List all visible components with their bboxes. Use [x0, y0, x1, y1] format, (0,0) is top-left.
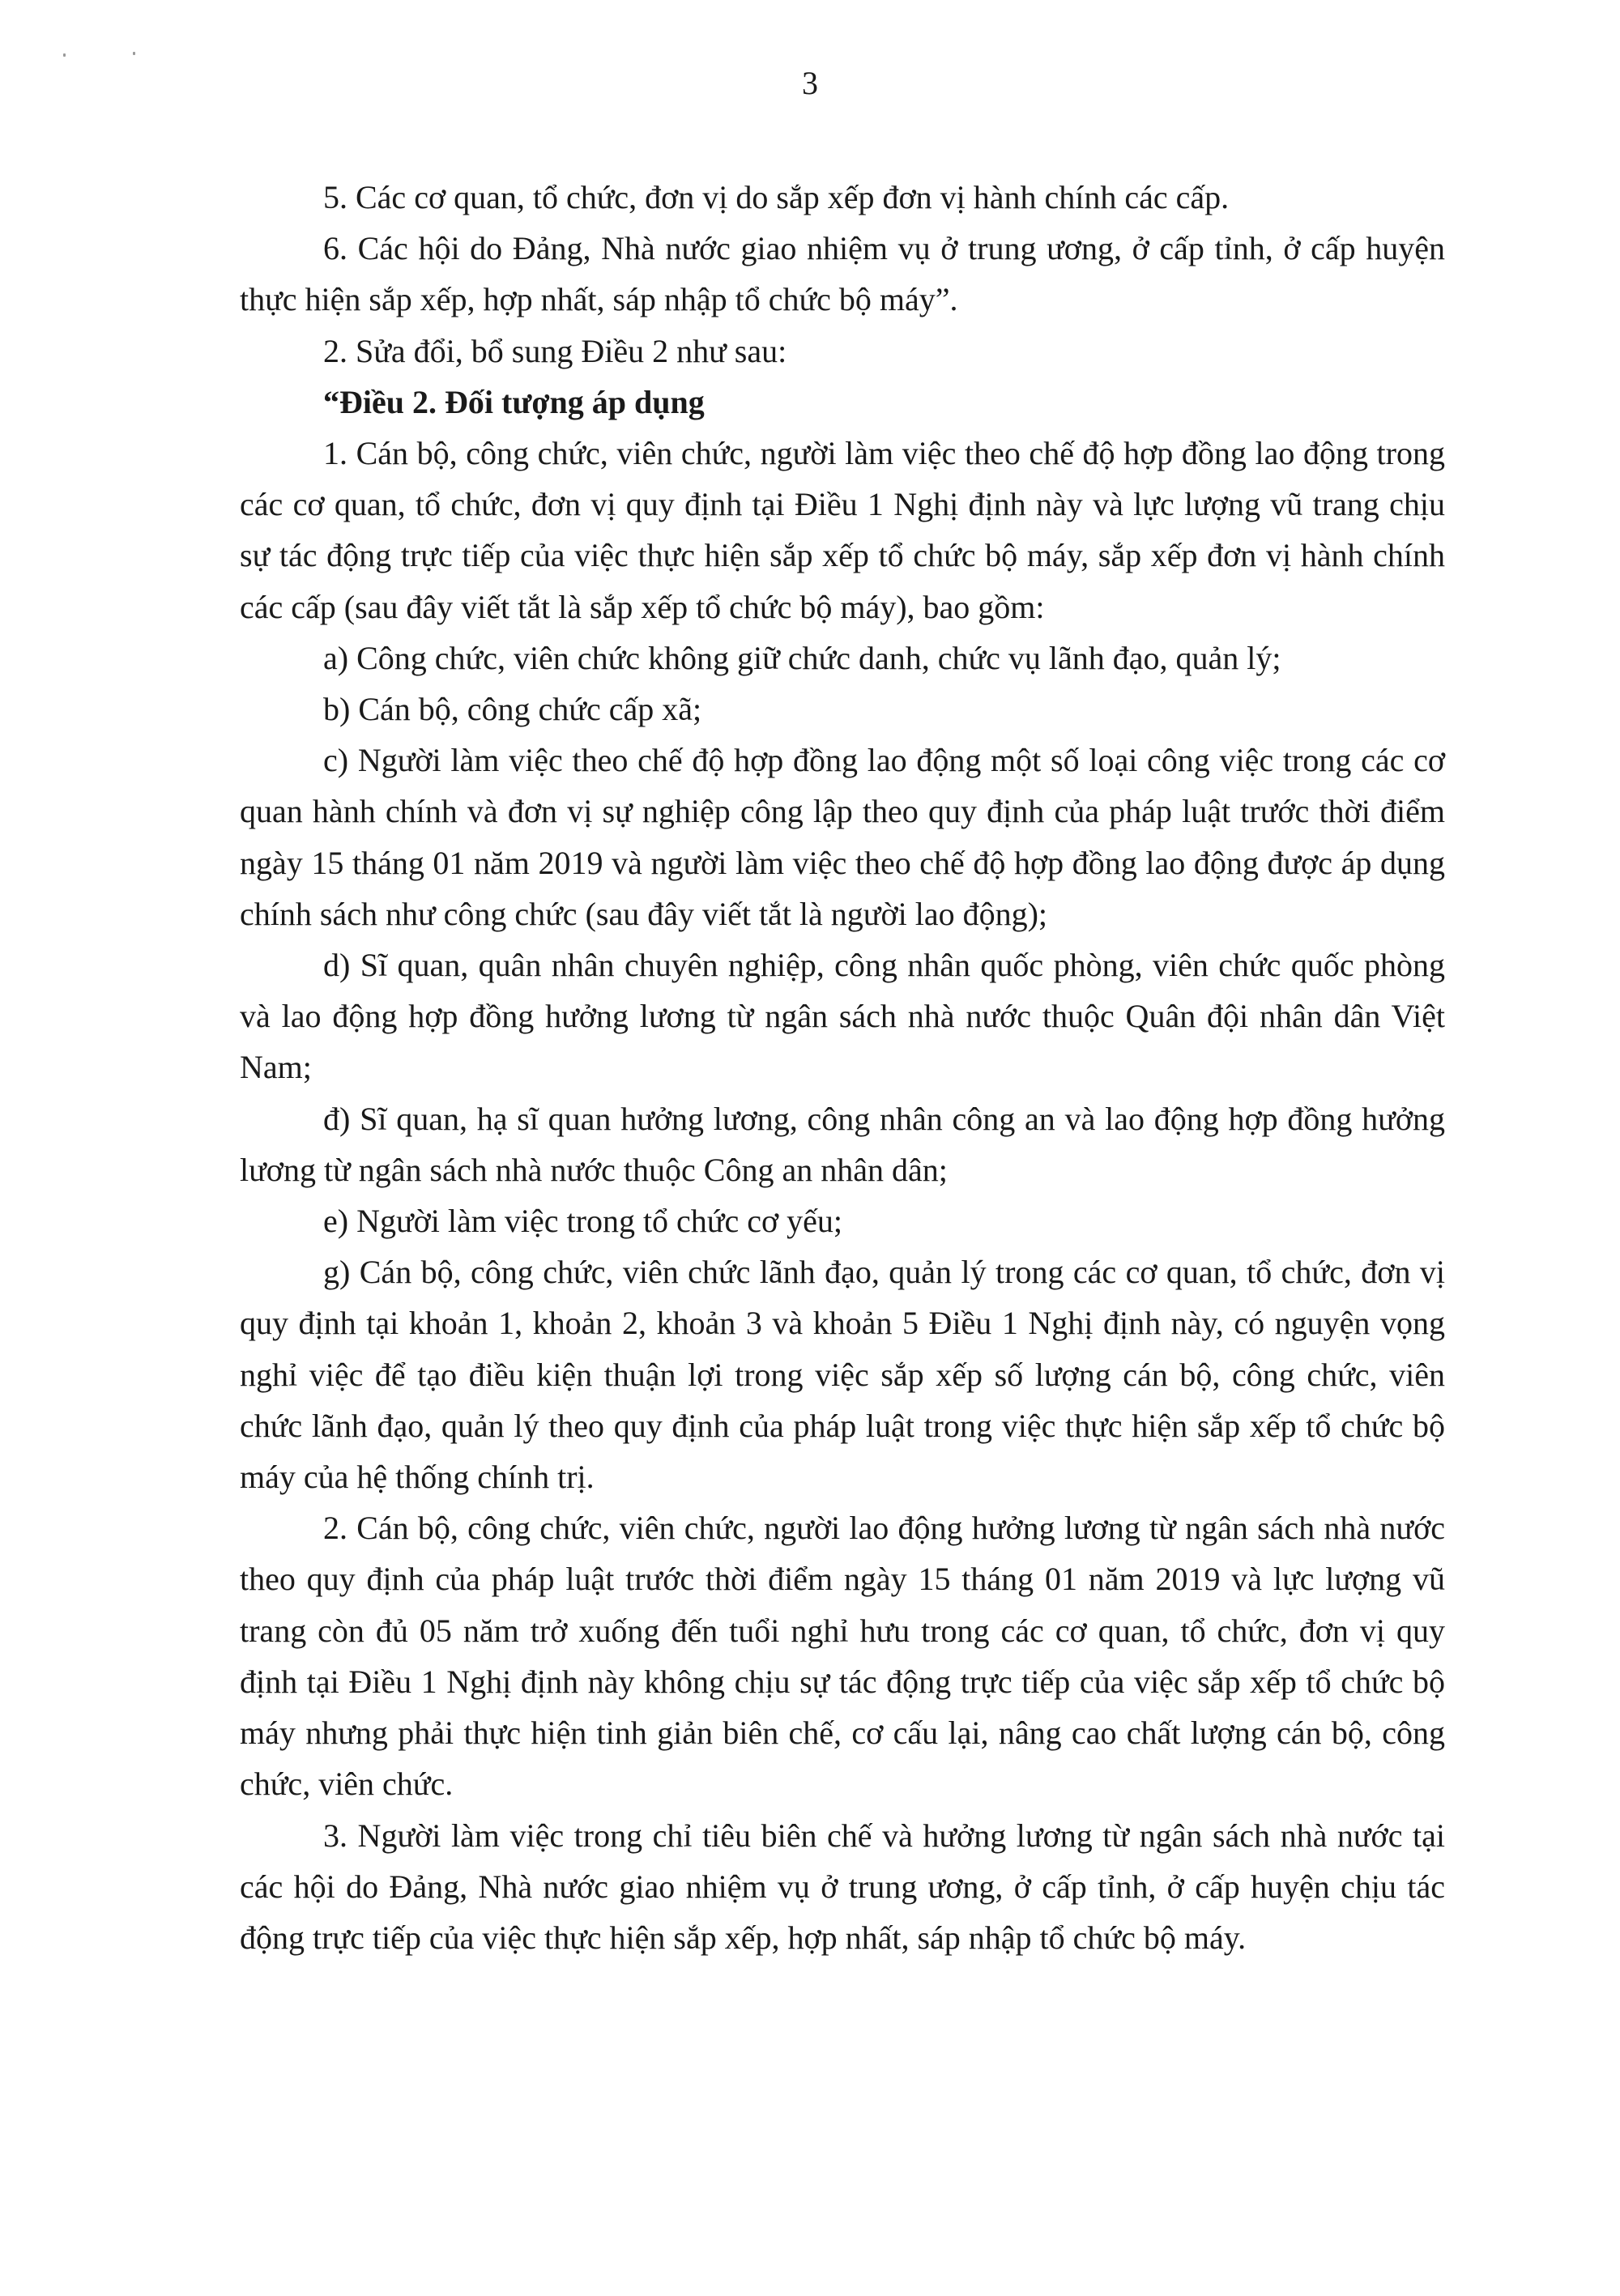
paragraph-point-e: e) Người làm việc trong tổ chức cơ yếu;: [323, 1203, 843, 1240]
paragraph-item-6: 6. Các hội do Đảng, Nhà nước giao nhiệm vụ ở trung ương, ở cấp tỉnh, ở cấp huyện thực hiện sắp xếp, hợp nhất, sáp nhập tổ chức bộ máy”.: [240, 230, 1445, 318]
paragraph-point-b: b) Cán bộ, công chức cấp xã;: [323, 691, 702, 728]
scan-speck: [63, 53, 66, 57]
paragraph-clause-3: 3. Người làm việc trong chỉ tiêu biên chế và hưởng lương từ ngân sách nhà nước tại các hội do Đảng, Nhà nước giao nhiệm vụ ở trung ương, ở cấp tỉnh, ở cấp huyện chịu tác động trực tiếp của việc thực hiện sắp xếp, hợp nhất, sáp nhập tổ chức bộ máy.: [240, 1817, 1445, 1956]
paragraph-point-g: g) Cán bộ, công chức, viên chức lãnh đạo, quản lý trong các cơ quan, tổ chức, đơn vị quy định tại khoản 1, khoản 2, khoản 3 và khoản 5 Điều 1 Nghị định này, có nguyện vọng nghỉ việc để tạo điều kiện thuận lợi trong việc sắp xếp số lượng cán bộ, công chức, viên chức lãnh đạo, quản lý theo quy định của pháp luật trong việc thực hiện sắp xếp tổ chức bộ máy của hệ thống chính trị.: [240, 1254, 1445, 1496]
page-number: 3: [802, 65, 818, 101]
paragraph-item-5: 5. Các cơ quan, tổ chức, đơn vị do sắp xếp đơn vị hành chính các cấp.: [323, 179, 1230, 215]
paragraph-point-dd: đ) Sĩ quan, hạ sĩ quan hưởng lương, công nhân công an và lao động hợp đồng hưởng lương từ ngân sách nhà nước thuộc Công an nhân dân;: [240, 1100, 1445, 1188]
paragraph-point-d: d) Sĩ quan, quân nhân chuyên nghiệp, công nhân quốc phòng, viên chức quốc phòng và lao động hợp đồng hưởng lương từ ngân sách nhà nước thuộc Quân đội nhân dân Việt Nam;: [240, 947, 1445, 1086]
paragraph-point-c: c) Người làm việc theo chế độ hợp đồng lao động một số loại công việc trong các cơ quan hành chính và đơn vị sự nghiệp công lập theo quy định của pháp luật trước thời điểm ngày 15 tháng 01 năm 2019 và người làm việc theo chế độ hợp đồng lao động được áp dụng chính sách như công chức (sau đây viết tắt là người lao động);: [240, 742, 1445, 932]
paragraph-clause-1: 1. Cán bộ, công chức, viên chức, người làm việc theo chế độ hợp đồng lao động trong các cơ quan, tổ chức, đơn vị quy định tại Điều 1 Nghị định này và lực lượng vũ trang chịu sự tác động trực tiếp của việc thực hiện sắp xếp tổ chức bộ máy, sắp xếp đơn vị hành chính các cấp (sau đây viết tắt là sắp xếp tổ chức bộ máy), bao gồm:: [240, 435, 1445, 625]
paragraph-point-a: a) Công chức, viên chức không giữ chức danh, chức vụ lãnh đạo, quản lý;: [323, 639, 1281, 676]
article-2-heading: “Điều 2. Đối tượng áp dụng: [323, 383, 705, 420]
paragraph-clause-2: 2. Cán bộ, công chức, viên chức, người lao động hưởng lương từ ngân sách nhà nước theo quy định của pháp luật trước thời điểm ngày 15 tháng 01 năm 2019 và lực lượng vũ trang còn đủ 05 năm trở xuống đến tuổi nghỉ hưu trong các cơ quan, tổ chức, đơn vị quy định tại Điều 1 Nghị định này không chịu sự tác động trực tiếp của việc sắp xếp tổ chức bộ máy nhưng phải thực hiện tinh giản biên chế, cơ cấu lại, nâng cao chất lượng cán bộ, công chức, viên chức.: [240, 1510, 1445, 1803]
scan-speck: [133, 52, 135, 55]
paragraph-amend-article-2: 2. Sửa đổi, bổ sung Điều 2 như sau:: [323, 332, 787, 369]
document-body: [240, 172, 1445, 1963]
